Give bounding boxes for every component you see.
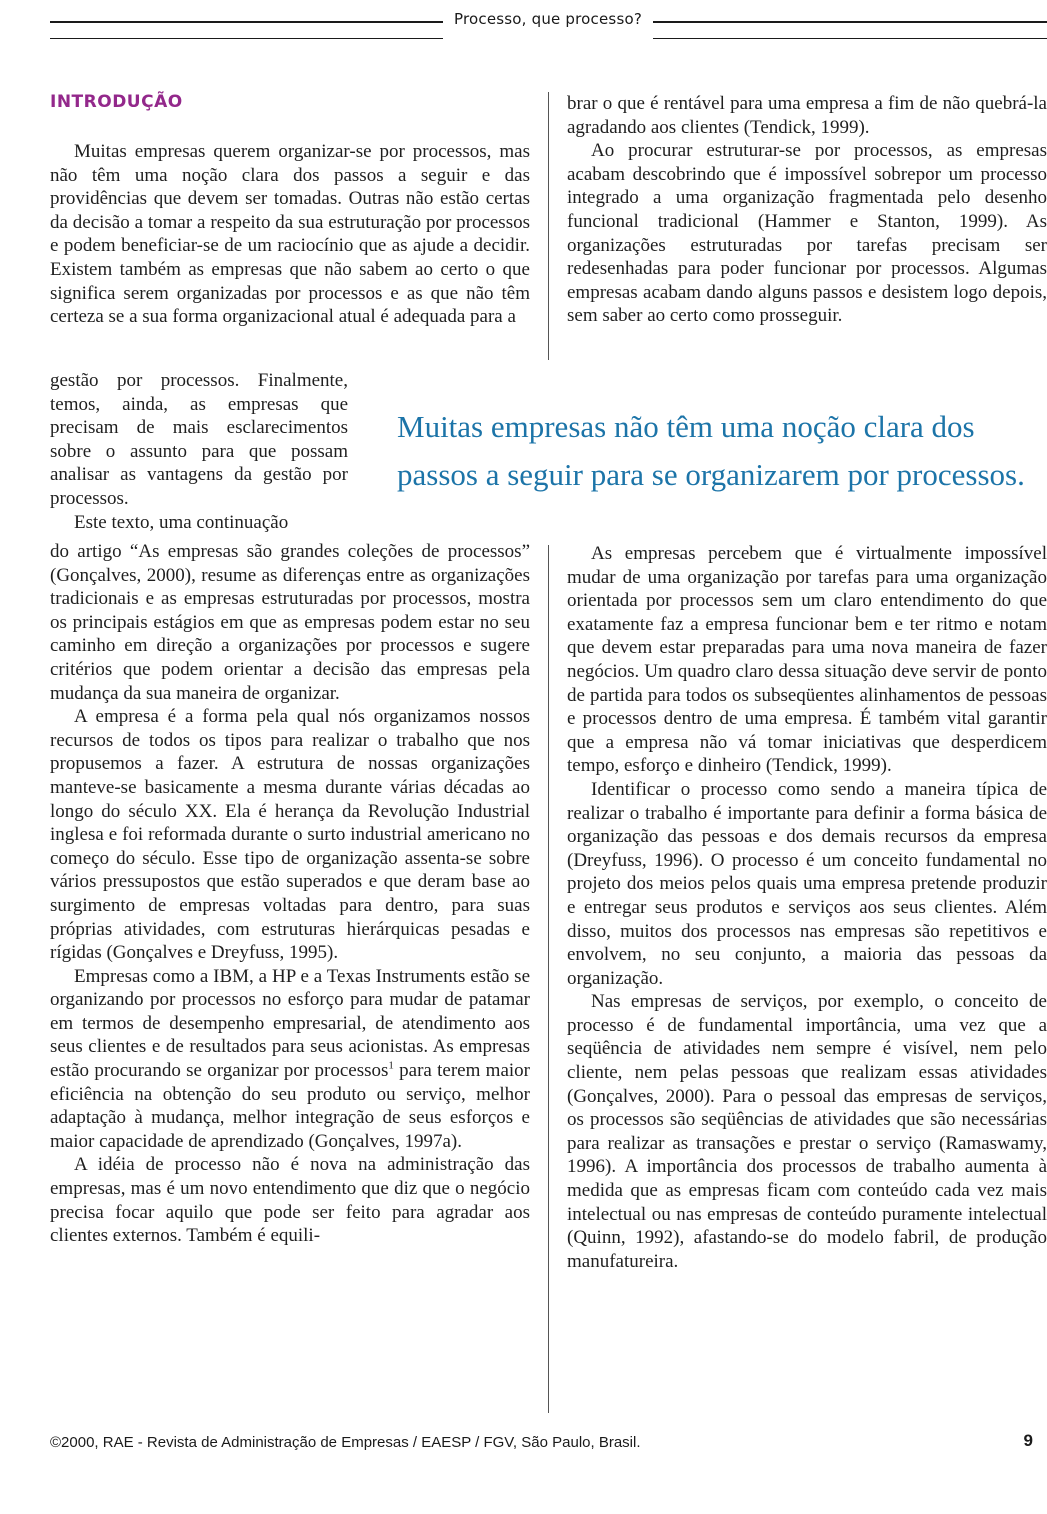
column-rule-bottom: [548, 545, 549, 1413]
footer-credit: ©2000, RAE - Revista de Administração de Empresas / EAESP / FGV, São Paulo, Brasil.: [50, 1434, 641, 1451]
right-paragraph-servicos: Nas empresas de serviços, por exemplo, o conceito de processo é de fundamental importância, uma vez que a seqüência de atividades nem sempre é visível, nem pelo cliente, nem pelas pessoas que realizam essas atividades (Gonçalves, 2000). Para o pessoal das empresas de serviços, os processos são seqüências de atividades que são necessárias para realizar as transações e prestar o serviço (Ramaswamy, 1996). A importância dos processos de trabalho aumenta à medida que as empresas ficam com conteúdo cada vez mais intelectual ou nas empresas de conteúdo puramente intelectual (Quinn, 1992), afastando-se do modelo fabril, de produção manufatureira.: [567, 991, 1047, 1272]
right-paragraph-estruturar: Ao procurar estruturar-se por processos, as empresas acabam descobrindo que é impossível sobrepor um processo integrado a uma organização fragmentada pelo desenho funcional tradicional (Hammer e Stanton, 1999). As organizações estruturadas por tarefas precisam ser redesenhadas para poder funcionar por processos. Algumas empresas acabam dando alguns passos e desistem logo depois, sem saber ao certo como prosseguir.: [567, 140, 1047, 327]
left-column-top: [50, 140, 530, 329]
left-column-narrow: [50, 369, 348, 534]
right-paragraph-continued: brar o que é rentável para uma empresa a fim de não quebrá-la agradando aos clientes (Tendick, 1999).: [567, 93, 1047, 138]
right-column-bottom: [567, 542, 1047, 1273]
pull-quote: Muitas empresas não têm uma noção clara dos passos a seguir para se organizarem por processos.: [397, 409, 1025, 492]
header-rule-left-lower: [50, 38, 443, 39]
intro-paragraph-1-continued: gestão por processos. Finalmente, temos, ainda, as empresas que precisam de mais esclarecimentos sobre o assunto para que possam analisar as vantagens da gestão por processos.: [50, 370, 348, 509]
running-header-title: Processo, que processo?: [453, 10, 643, 28]
header-rule-right-lower: [653, 38, 1047, 39]
paragraph-ideia-processo: A idéia de processo não é nova na administração das empresas, mas é um novo entendimento que diz que o negócio precisa focar aquilo que pode ser feito para agradar aos clientes externos. Também é equili-: [50, 1154, 530, 1247]
paragraph-ibm-hp-text: Empresas como a IBM, a HP e a Texas Instruments estão se organizando por processos no esforço para mudar de patamar em termos de desempenho empresarial, de atendimento aos seus clientes e de resultados para seus acionistas. As empresas estão procurando se organizar por processos: [50, 965, 530, 1082]
paragraph-empresa: A empresa é a forma pela qual nós organizamos nossos recursos de todos os tipos para realizar o trabalho que nos propusemos a fazer. A estrutura de nossas organizações manteve-se basicamente a mesma durante várias décadas ao longo do século XX. Ela é herança da Revolução Industrial inglesa e foi reformada durante o surto industrial americano no começo do século. Esse tipo de organização assenta-se sobre vários pressupostos que estão superados e que deram base ao surgimento de empresas voltadas para dentro, para suas próprias atividades, com estruturas hierárquicas pesadas e rígidas (Gonçalves e Dreyfuss, 1995).: [50, 706, 530, 964]
paragraph-ibm-hp-text-end: para terem maior eficiência na obtenção do seu produto ou serviço, melhor adaptação à mudança, melhor integração de seus esforços e maior capacidade de aprendizado (Gonçalves, 1997a).: [50, 1060, 530, 1152]
column-rule-top: [548, 92, 549, 360]
intro-paragraph-1: Muitas empresas querem organizar-se por processos, mas não têm uma noção clara dos passos a seguir e das providências que devem ser tomadas. Outras não estão certas da decisão a tomar a respeito da sua estruturação por processos e podem beneficiar-se de um raciocínio que as ajude a decidir. Existem também as empresas que não sabem ao certo o que significa serem organizadas por processos e as que não têm certeza se a sua forma organizacional atual é adequada para a: [50, 141, 530, 328]
section-heading: INTRODUÇÃO: [50, 92, 183, 112]
header-rule-left: [50, 21, 443, 23]
right-paragraph-identificar: Identificar o processo como sendo a maneira típica de realizar o trabalho é importante para definir a forma básica de organização das pessoas e dos demais recursos da empresa (Dreyfuss, 1996). O processo é um conceito fundamental no projeto dos meios pelos quais uma empresa pretende produzir e entregar seus produtos e serviços aos seus clientes. Além disso, muitos dos processos nas empresas são repetitivos e envolvem, no seu conjunto, a maioria das pessoas da organização.: [567, 778, 1047, 989]
intro-paragraph-2-continued: do artigo “As empresas são grandes coleções de processos” (Gonçalves, 2000), resume as diferenças entre as organizações tradicionais e as empresas estruturadas por processos, mostra os principais estágios em que as empresas podem estar no seu caminho em direção a organizações por processos e sugere critérios que podem orientar a decisão das empresas pela mudança da sua maneira de organizar.: [50, 541, 530, 704]
left-column-bottom: [50, 540, 530, 1248]
intro-paragraph-2-start: Este texto, uma continuação: [74, 511, 289, 533]
footnote-marker[interactable]: 1: [388, 1059, 394, 1072]
paragraph-ibm-hp: [50, 965, 530, 1154]
right-paragraph-percebem: As empresas percebem que é virtualmente impossível mudar de uma organização por tarefas para uma organização orientada por processos sem um claro entendimento do que exatamente faz a empresa funcionar bem e ter ritmo e notam que devem estar preparadas para uma nova maneira de fazer negócios. Um quadro claro dessa situação deve servir de ponto de partida para todos os subseqüentes alinhamentos de pessoas e processos dentro de uma empresa. É também vital garantir que a empresa não vá tomar iniciativas que desperdicem tempo, esforço e dinheiro (Tendick, 1999).: [567, 543, 1047, 777]
page-number: 9: [1023, 1431, 1033, 1450]
right-column-top: [567, 92, 1047, 328]
header-rule-right: [653, 21, 1047, 23]
